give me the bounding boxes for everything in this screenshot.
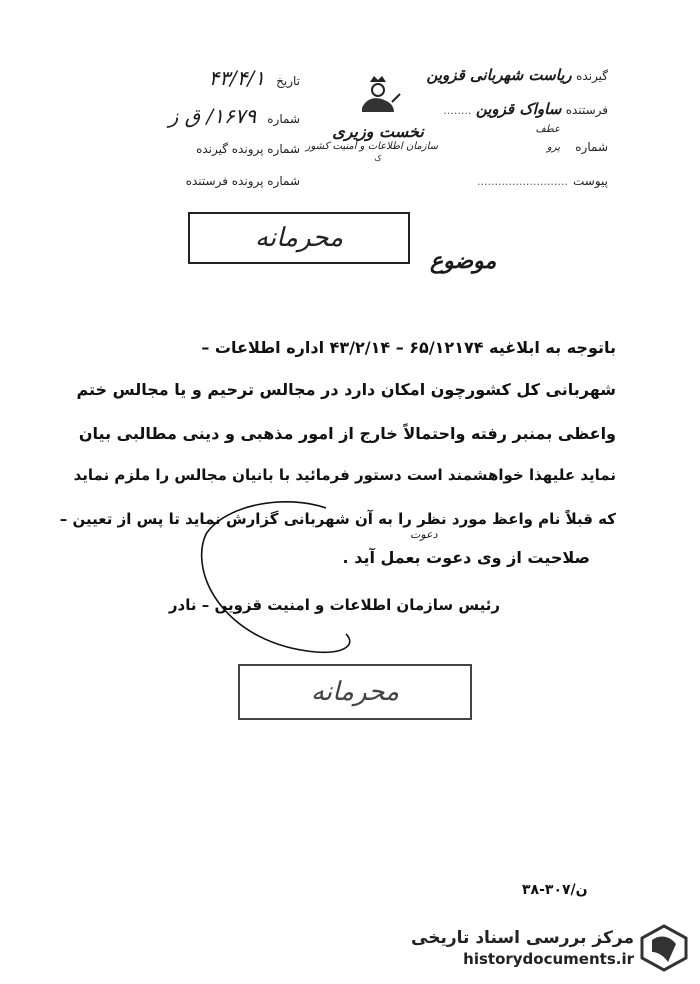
attachment-label: پیوست	[573, 174, 608, 188]
body-line-1: باتوجه به ابلاغیه ۶۵/۱۲۱۷۴ – ۴۳/۲/۱۴ اداره اطلاعات –	[201, 338, 616, 357]
receiver-label: گیرنده	[576, 69, 608, 83]
emblem	[305, 72, 438, 202]
body-line-5: که قبلاً نام واعظ مورد نظر را به آن شهربانی گزارش نماید تا پس از تعیین –	[59, 510, 616, 528]
bottom-stamp-text: محرمانه	[310, 677, 400, 707]
body-line-4: نماید علیهذا خواهشمند است دستور فرمائید با بانیان مجالس را ملزم نماید	[73, 466, 616, 484]
receiver-value: ریاست شهربانی قزوین	[426, 66, 572, 84]
body-line-3: واعظی بمنبر رفته واحتمالاً خارج از امور مذهبی و دینی مطالبی بیان	[78, 424, 616, 443]
receiver-file-label: شماره پرونده گیرنده	[196, 142, 300, 156]
number-right-label: شماره	[575, 140, 608, 154]
emblem-code-text: ک	[374, 154, 382, 163]
body-line-6: صلاحیت از وی دعوت بعمل آید .	[342, 548, 590, 567]
body-insert: دعوت	[410, 528, 438, 541]
watermark-url: historydocuments.ir	[463, 950, 634, 968]
number-left-label: شماره	[267, 112, 300, 126]
sender-file-row	[150, 170, 300, 189]
attachment-dots: ..........................	[476, 175, 568, 188]
sender-value: ساواک قزوین	[475, 100, 562, 118]
subject-label: موضوع	[430, 248, 497, 274]
handwritten-loop	[196, 494, 356, 674]
number-right-note: عطف	[535, 124, 560, 135]
archive-code: ن/۳۰۷-۳۸	[522, 882, 588, 898]
sender-file-label: شماره پرونده فرستنده	[185, 174, 300, 188]
number-right-note2: پرو	[546, 142, 560, 153]
bottom-stamp	[238, 664, 472, 720]
history-documents-logo-icon	[638, 922, 690, 974]
number-right-row	[528, 136, 608, 155]
number-left-row	[110, 104, 300, 128]
emblem-code	[318, 154, 438, 163]
subject-stamp-text: محرمانه	[254, 223, 344, 253]
sender-label: فرستنده	[565, 103, 608, 117]
watermark	[404, 920, 694, 976]
signature: رئیس سازمان اطلاعات و امنیت قزوین – نادر	[168, 596, 500, 614]
emblem-line2: سازمان اطلاعات و امنیت کشور	[305, 141, 438, 152]
number-left-value: ۱۶۷۹/ ق ز	[168, 104, 257, 128]
watermark-title: مرکز بررسی اسناد تاریخی	[411, 928, 634, 948]
body-line-2: شهربانی کل کشورچون امکان دارد در مجالس ترحیم و یا مجالس ختم	[76, 380, 616, 399]
receiver-file-row	[150, 138, 300, 157]
lion-and-sun-icon	[348, 72, 408, 122]
subject-stamp	[188, 212, 410, 264]
emblem-line1: نخست وزیری	[332, 122, 424, 141]
date-row	[150, 66, 300, 90]
date-value: ۴۳/۴/۱	[208, 66, 266, 90]
sender-dots: ........	[443, 104, 472, 117]
date-label: تاریخ	[276, 74, 300, 88]
